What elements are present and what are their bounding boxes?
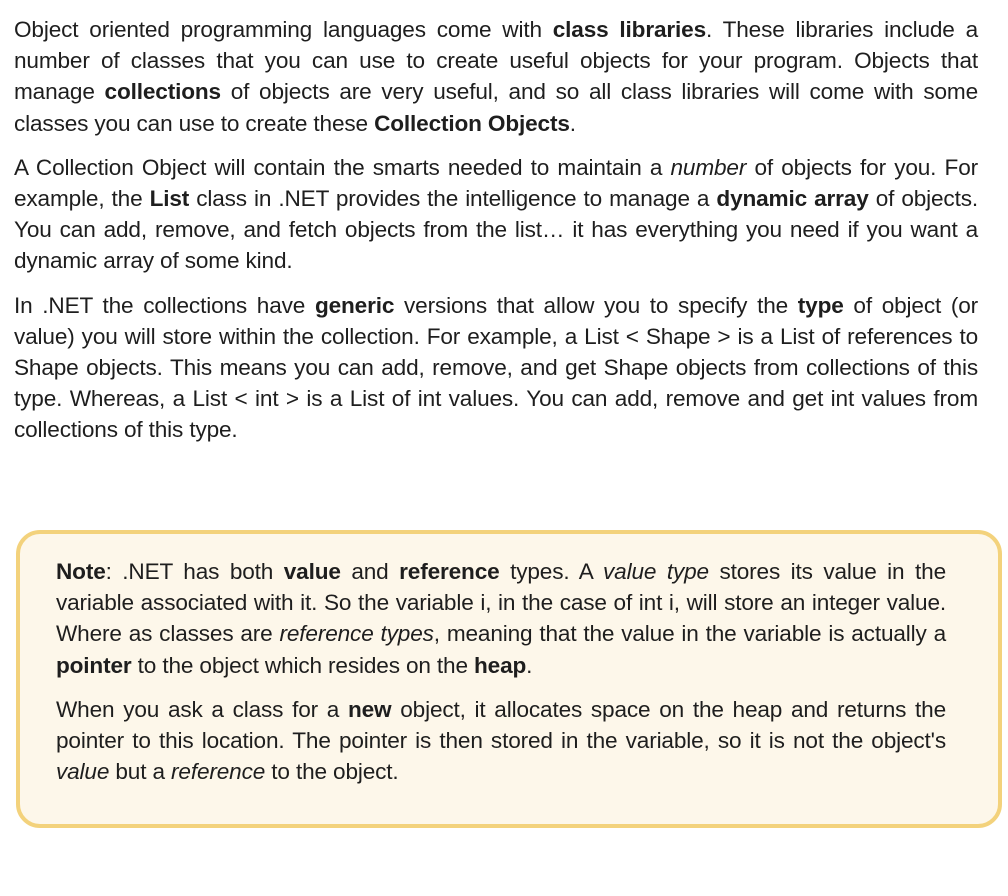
document-body — [14, 14, 978, 459]
term-collection-objects: Collection Objects — [374, 110, 570, 136]
note-box — [16, 530, 1002, 828]
term-class-libraries: class libraries — [552, 17, 706, 42]
paragraph-generics: In .NET the collections have generic versions that allow you to specify the type of object (or value) you will store within the collection. For example, a List < Shape > is a List of references to Shape objects. This means you can add, remove, and get Shape objects from collections of this type. Whereas, a List < int > is a List of int values. You can add, remove and get int values from collections of this type. — [14, 292, 979, 443]
note-label: Note — [56, 559, 106, 584]
term-dynamic-array: dynamic array — [716, 186, 869, 212]
term-type: type — [797, 292, 844, 318]
term-list: List — [149, 186, 190, 212]
note-paragraph-new-object: When you ask a class for a new object, it allocates space on the heap and returns the pointer to this location. The pointer is then stored in the variable, so it is not the object's value but a reference to the object. — [56, 696, 946, 785]
term-collections: collections — [104, 79, 221, 105]
paragraph-class-libraries: Object oriented programming languages come with class libraries. These libraries include a number of classes that you can use to create useful objects for your program. Objects that manage collections of objects are very useful, and so all class libraries will come with some classes you can use to create these Collection Objects. — [14, 17, 979, 136]
paragraph-collection-object: A Collection Object will contain the smarts needed to maintain a number of objects for you. For example, the List class in .NET provides the intelligence to manage a dynamic array of objects. You can add, remove, and fetch objects from the list… it has everything you need if you want a dynamic array of some kind. — [14, 154, 978, 274]
note-paragraph-value-reference: Note: .NET has both value and reference types. A value type stores its value in the variable associated with it. So the variable i, in the case of int i, will store an integer value. Where as classes are reference types, meaning that the value in the variable is actually a pointer to the object which resides on the heap. — [56, 559, 946, 678]
term-generic: generic — [314, 292, 395, 318]
